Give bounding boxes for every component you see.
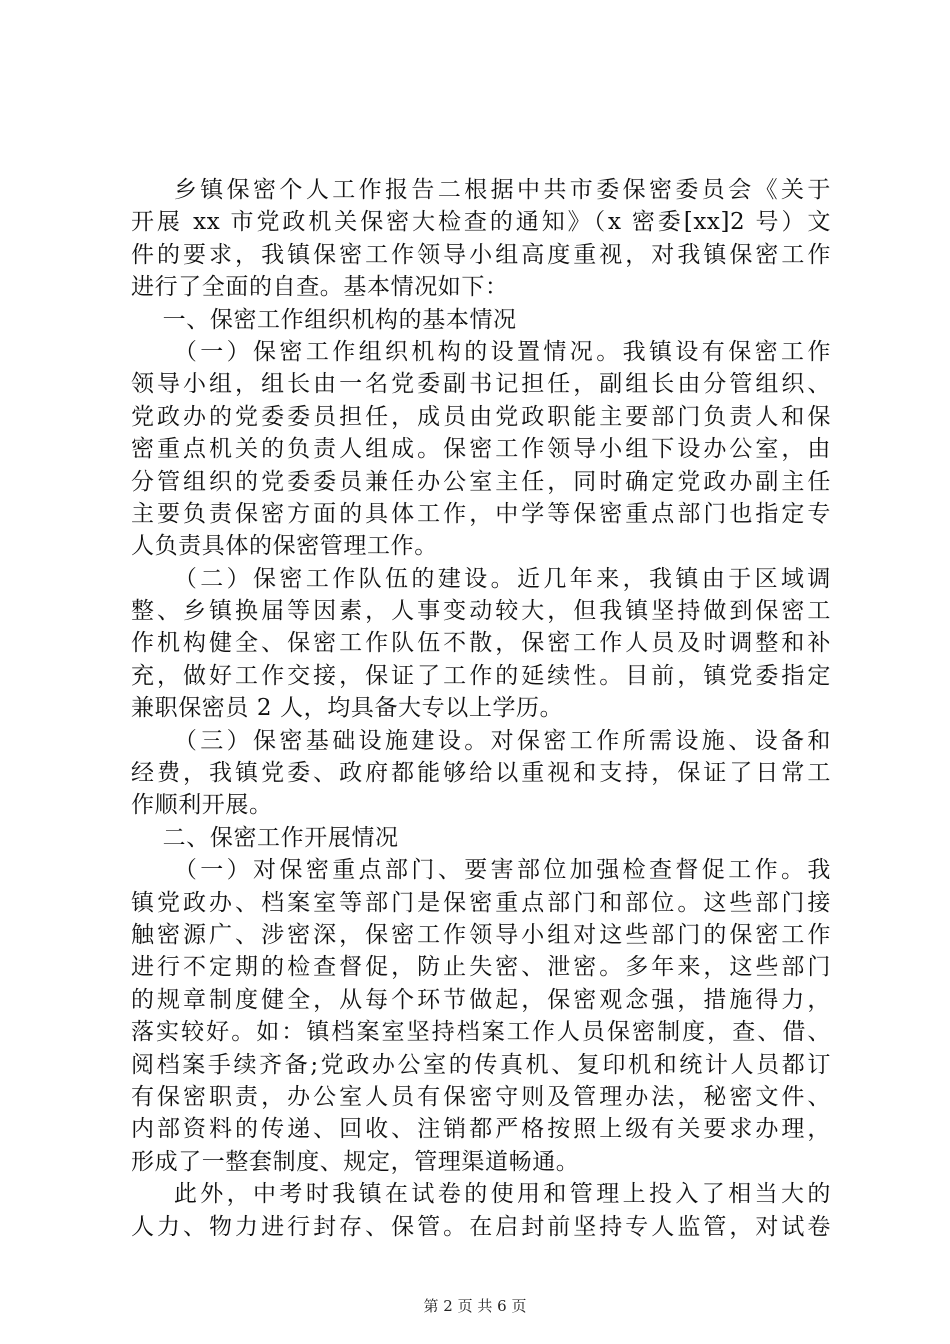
section-heading: 一、保密工作组织机构的基本情况 xyxy=(131,306,517,333)
text-line: 形成了一整套制度、规定，管理渠道畅通。 xyxy=(131,1148,580,1175)
text-line: 的规章制度健全，从每个环节做起，保密观念强，措施得力， xyxy=(131,986,831,1013)
text-line: 密重点机关的负责人组成。保密工作领导小组下设办公室，由 xyxy=(131,436,831,463)
text-line: 进行了全面的自查。基本情况如下： xyxy=(131,274,509,301)
text-line: 人负责具体的保密管理工作。 xyxy=(131,533,438,560)
section-heading: 二、保密工作开展情况 xyxy=(131,824,399,851)
text-line: 作机构健全、保密工作队伍不散，保密工作人员及时调整和补 xyxy=(131,630,831,657)
text-line: 人力、物力进行封存、保管。在启封前坚持专人监管，对试卷 xyxy=(131,1213,831,1240)
text-line: 有保密职责，办公室人员有保密守则及管理办法，秘密文件、 xyxy=(131,1083,831,1110)
text-line: 党政办的党委委员担任，成员由党政职能主要部门负责人和保 xyxy=(131,403,831,430)
text-line: 分管组织的党委委员兼任办公室主任，同时确定党政办副主任 xyxy=(131,468,831,495)
text-line: （一）保密工作组织机构的设置情况。我镇设有保密工作 xyxy=(131,338,831,365)
text-line: 阅档案手续齐备;党政办公室的传真机、复印机和统计人员都订 xyxy=(131,1051,831,1078)
text-line: 作顺利开展。 xyxy=(131,792,273,819)
text-line: 领导小组，组长由一名党委副书记担任，副组长由分管组织、 xyxy=(131,371,831,398)
text-line: 乡镇保密个人工作报告二根据中共市委保密委员会《关于 xyxy=(131,177,831,203)
text-line: （二）保密工作队伍的建设。近几年来，我镇由于区域调 xyxy=(131,565,831,592)
text-line: 落实较好。如：镇档案室坚持档案工作人员保密制度，查、借、 xyxy=(131,1019,831,1046)
text-line: 经费，我镇党委、政府都能够给以重视和支持，保证了日常工 xyxy=(131,760,831,787)
page-number-label: 第 2 页 共 6 页 xyxy=(423,1297,527,1315)
document-body xyxy=(131,174,831,1243)
text-line: 充，做好工作交接，保证了工作的延续性。目前，镇党委指定 xyxy=(131,662,831,689)
text-line: 内部资料的传递、回收、注销都严格按照上级有关要求办理， xyxy=(131,1116,831,1143)
text-line: （三）保密基础设施建设。对保密工作所需设施、设备和 xyxy=(131,727,831,754)
text-line: 进行不定期的检查督促，防止失密、泄密。多年来，这些部门 xyxy=(131,954,831,981)
text-line: 主要负责保密方面的具体工作，中学等保密重点部门也指定专 xyxy=(131,500,831,527)
text-line: 开展 xx 市党政机关保密大检查的通知》（x 密委[xx]2 号）文 xyxy=(131,209,831,236)
text-line: 镇党政办、档案室等部门是保密重点部门和部位。这些部门接 xyxy=(131,889,831,916)
text-line: （一）对保密重点部门、要害部位加强检查督促工作。我 xyxy=(131,857,831,884)
page-footer xyxy=(0,1296,950,1316)
text-line: 此外，中考时我镇在试卷的使用和管理上投入了相当大的 xyxy=(131,1181,831,1208)
text-line: 整、乡镇换届等因素，人事变动较大，但我镇坚持做到保密工 xyxy=(131,598,831,625)
text-line: 件的要求，我镇保密工作领导小组高度重视，对我镇保密工作 xyxy=(131,241,831,268)
text-line: 触密源广、涉密深，保密工作领导小组对这些部门的保密工作 xyxy=(131,921,831,948)
text-line: 兼职保密员 2 人，均具备大专以上学历。 xyxy=(131,695,564,722)
